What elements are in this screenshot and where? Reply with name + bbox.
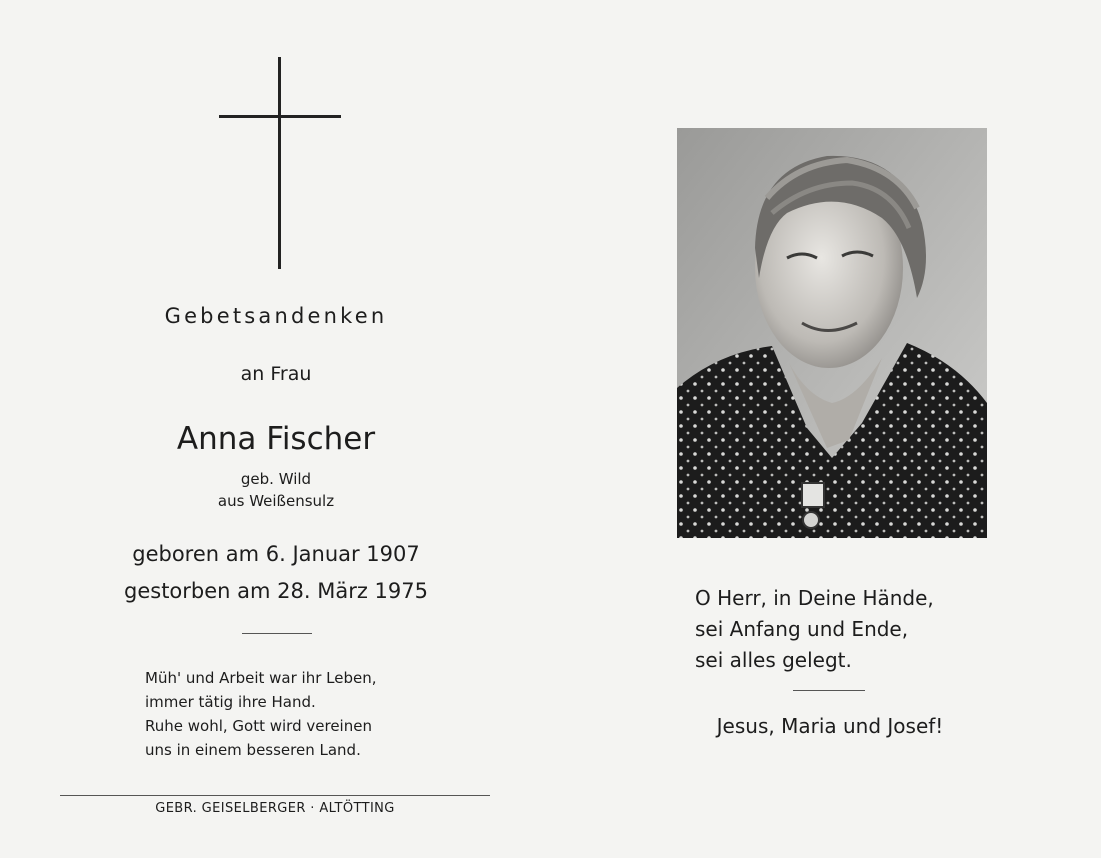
birth-date: geboren am 6. Januar 1907 [132, 542, 420, 566]
prayer-line: sei alles gelegt. [695, 648, 852, 672]
deceased-name: Anna Fischer [176, 421, 376, 457]
portrait-photo [677, 128, 987, 538]
poem-line: Müh' und Arbeit war ihr Leben, [145, 669, 377, 687]
closing-invocation: Jesus, Maria und Josef! [716, 714, 944, 738]
poem-line: uns in einem besseren Land. [145, 741, 361, 759]
birth-name: geb. Wild [240, 470, 312, 488]
origin: aus Weißensulz [217, 492, 335, 510]
memorial-poem [145, 666, 377, 762]
poem-line: Ruhe wohl, Gott wird vereinen [145, 717, 372, 735]
printer-imprint: GEBR. GEISELBERGER · ALTÖTTING [155, 801, 395, 816]
salutation: an Frau [240, 363, 312, 385]
death-date: gestorben am 28. März 1975 [124, 579, 428, 603]
cross-vertical-bar [278, 57, 281, 269]
prayer-line: O Herr, in Deine Hände, [695, 586, 934, 610]
prayer-line: sei Anfang und Ende, [695, 617, 909, 641]
footer-divider [60, 795, 490, 796]
divider-left [242, 633, 312, 634]
cross-horizontal-bar [219, 115, 341, 118]
divider-right [793, 690, 865, 691]
poem-line: immer tätig ihre Hand. [145, 693, 316, 711]
card-heading: Gebetsandenken [164, 304, 388, 328]
prayer-verse [695, 583, 934, 676]
